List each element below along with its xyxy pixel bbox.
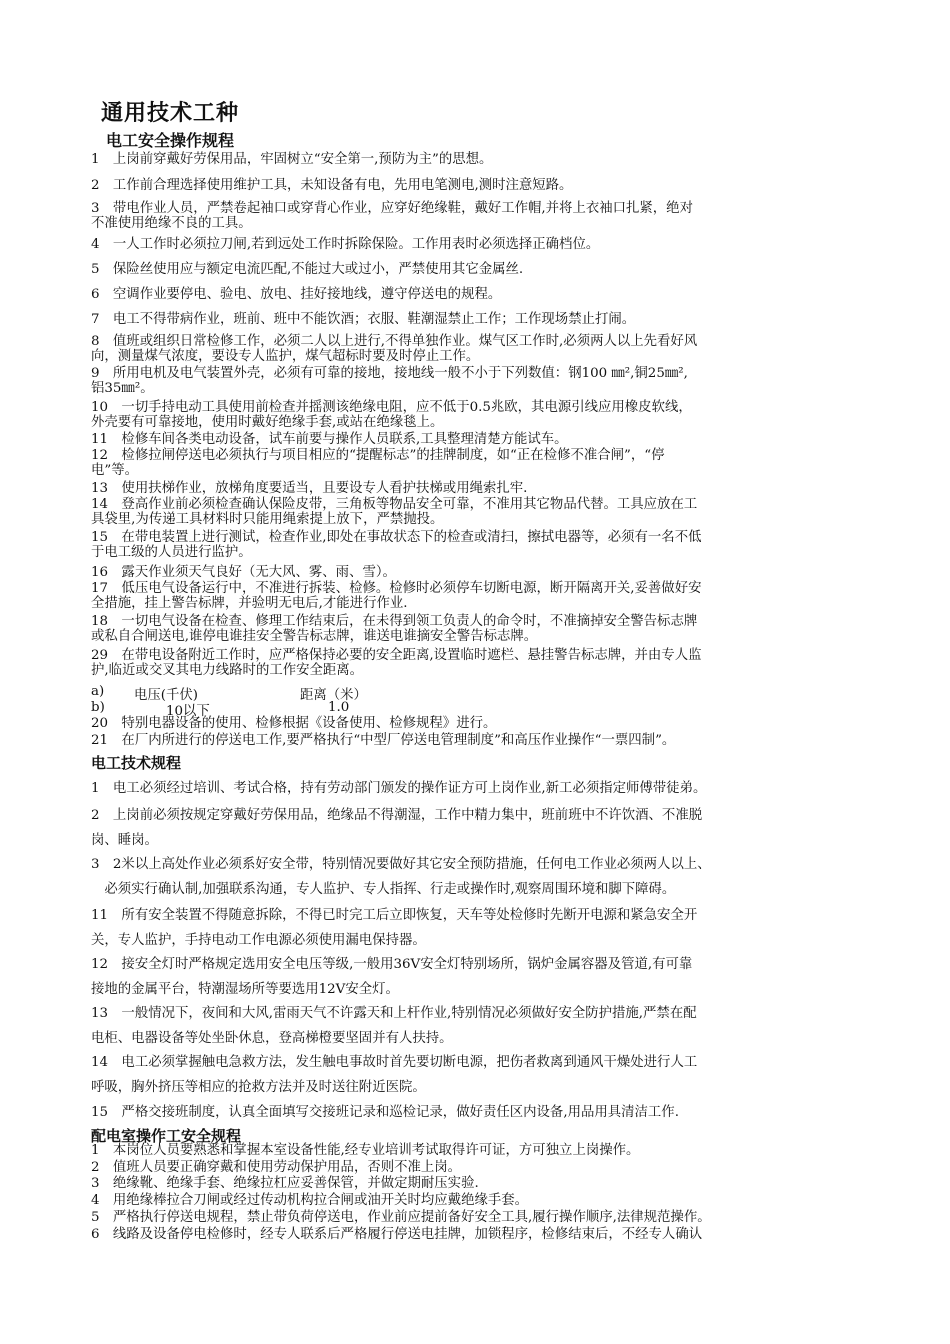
list-item: 15 在带电装置上进行测试，检查作业,即处在事故状态下的检查或清扫，擦拭电器等，必须有一名不低 于电工级的人员进行监护。 <box>91 530 702 560</box>
list-item: 7 电工不得带病作业，班前、班中不能饮酒；衣服、鞋潮湿禁止工作；工作现场禁止打闹。 <box>91 312 636 327</box>
list-item: 14 登高作业前必须检查确认保险皮带，三角板等物品安全可靠，不准用其它物品代替。工具应放在工 具袋里,为传递工具材料时只能用绳索提上放下，严禁抛投。 <box>91 497 698 527</box>
table-header-distance: 距离（米） <box>300 688 367 703</box>
list-item: 17 低压电气设备运行中，不准进行拆装、检修。检修时必须停车切断电源，断开隔离开关,妥善做好安 全措施，挂上警告标牌，并验明无电后,才能进行作业. <box>91 581 702 611</box>
list-item: 6 空调作业要停电、验电、放电、挂好接地线，遵守停送电的规程。 <box>91 287 502 302</box>
list-item: 2 值班人员要正确穿戴和使用劳动保护用品，否则不准上岗。 <box>91 1160 462 1175</box>
list-item: 3 绝缘靴、绝缘手套、绝缘拉杠应妥善保管，并做定期耐压实验. <box>91 1176 479 1191</box>
list-item: 8 值班或组织日常检修工作，必须二人以上进行,不得单独作业。煤气区工作时,必须两人以上先看好风 向，测量煤气浓度，要设专人监护，煤气超标时要及时停止工作。 <box>91 334 698 364</box>
list-item: 4 一人工作时必须拉刀闸,若到远处工作时拆除保险。工作用表时必须选择正确档位。 <box>91 237 600 252</box>
list-item: 3 带电作业人员，严禁卷起袖口或穿背心作业，应穿好绝缘鞋，戴好工作帽,并将上衣袖口扎紧，绝对 不准使用绝缘不良的工具。 <box>91 201 693 231</box>
list-item: 11 检修车间各类电动设备，试车前要与操作人员联系,工具整理清楚方能试车。 <box>91 432 568 447</box>
list-item: 16 露天作业须天气良好（无大风、雾、雨、雪）。 <box>91 565 396 580</box>
list-item: 1 上岗前穿戴好劳保用品，牢固树立“安全第一,预防为主”的思想。 <box>91 152 493 167</box>
list-item: 12 接安全灯时严格规定选用安全电压等级,一般用36V安全灯特别场所，锅炉金属容器及管道,有可靠 接地的金属平台，特潮湿场所等要选用12V安全灯。 <box>91 957 693 997</box>
list-item: 3 2米以上高处作业必须系好安全带，特别情况要做好其它安全预防措施，任何电工作业必须两人以上、 必须实行确认制,加强联系沟通，专人监护、专人指挥、行走或操作时,观察周围环境和脚下障碍。 <box>91 857 711 897</box>
list-item: 1 电工必须经过培训、考试合格，持有劳动部门颁发的操作证方可上岗作业,新工必须指定师傅带徒弟。 <box>91 781 707 796</box>
list-item: 29 在带电设备附近工作时，应严格保持必要的安全距离,设置临时遮栏、悬挂警告标志牌，并由专人监 护,临近或交叉其电力线路时的工作安全距离。 <box>91 648 702 678</box>
list-item: 9 所用电机及电气装置外壳，必须有可靠的接地，接地线一般不小于下列数值：钢100 ㎜²,铜25㎜², 铝35㎜²。 <box>91 366 688 396</box>
list-item: 12 检修拉闸停送电必须执行与项目相应的“提醒标志”的挂牌制度，如“正在检修不准合闸”，“停 电”等。 <box>91 448 665 478</box>
list-item: 11 所有安全装置不得随意拆除，不得已时完工后立即恢复，天车等处检修时先断开电源和紧急安全开 关，专人监护，手持电动工作电源必须使用漏电保持器。 <box>91 908 698 948</box>
list-item: 2 上岗前必须按规定穿戴好劳保用品，绝缘品不得潮湿，工作中精力集中，班前班中不许饮酒、不准脱 岗、睡岗。 <box>91 808 703 848</box>
list-item: 4 用绝缘棒拉合刀闸或经过传动机构拉合闸或油开关时均应戴绝缘手套。 <box>91 1193 529 1208</box>
list-item: 2 工作前合理选择使用维护工具，未知设备有电，先用电笔测电,测时注意短路。 <box>91 178 573 193</box>
list-item: 20 特别电器设备的使用、检修根据《设备使用、检修规程》进行。 <box>91 716 497 731</box>
section-heading-technical-rules: 电工技术规程 <box>91 754 182 772</box>
list-item: 15 严格交接班制度，认真全面填写交接班记录和巡检记录，做好责任区内设备,用品用具清洁工作. <box>91 1105 679 1120</box>
list-item: 14 电工必须掌握触电急救方法，发生触电事故时首先要切断电源，把伤者救离到通风干燥处进行人工 呼吸，胸外挤压等相应的抢救方法并及时送往附近医院。 <box>91 1055 698 1095</box>
table-row-label: a) <box>91 684 105 699</box>
section-heading-electrician-safety: 电工安全操作规程 <box>106 131 235 150</box>
document-title: 通用技术工种 <box>101 101 240 126</box>
list-item: 13 一般情况下，夜间和大风,雷雨天气不许露天和上杆作业,特别情况必须做好安全防护措施,严禁在配 电柜、电器设备等处坐卧休息，登高梯橙要坚固并有人扶持。 <box>91 1006 697 1046</box>
table-cell-voltage: 10以下 <box>166 704 210 719</box>
list-item: 13 使用扶梯作业，放梯角度要适当，且要设专人看护扶梯或用绳索扎牢. <box>91 481 528 496</box>
section-heading-substation-rules: 配电室操作工安全规程 <box>91 1127 242 1145</box>
list-item: 5 严格执行停送电规程，禁止带负荷停送电，作业前应提前备好安全工具,履行操作顺序,法律规范操作。 <box>91 1210 711 1225</box>
table-row-label: b) <box>91 700 105 715</box>
list-item: 21 在厂内所进行的停送电工作,要严格执行“中型厂停送电管理制度”和高压作业操作“一票四制”。 <box>91 733 676 748</box>
list-item: 18 一切电气设备在检查、修理工作结束后，在未得到领工负责人的命令时，不准摘掉安全警告标志牌 或私自合闸送电,谁停电谁挂安全警告标志牌，谁送电谁摘安全警告标志牌。 <box>91 614 698 644</box>
list-item: 6 线路及设备停电检修时，经专人联系后严格履行停送电挂牌，加锁程序，检修结束后，不经专人确认 <box>91 1227 703 1242</box>
list-item: 1 本岗位人员要熟悉和掌握本室设备性能,经专业培训考试取得许可证，方可独立上岗操作。 <box>91 1143 640 1158</box>
list-item: 5 保险丝使用应与额定电流匹配,不能过大或过小，严禁使用其它金属丝. <box>91 262 524 277</box>
table-cell-distance: 1.0 <box>328 700 350 715</box>
list-item: 10 一切手持电动工具使用前检查并摇测该绝缘电阻，应不低于0.5兆欧，其电源引线应用橡皮软线， 外壳要有可靠接地，使用时戴好绝缘手套,或站在绝缘毯上。 <box>91 400 692 430</box>
table-header-voltage: 电压(千伏) <box>134 688 199 703</box>
